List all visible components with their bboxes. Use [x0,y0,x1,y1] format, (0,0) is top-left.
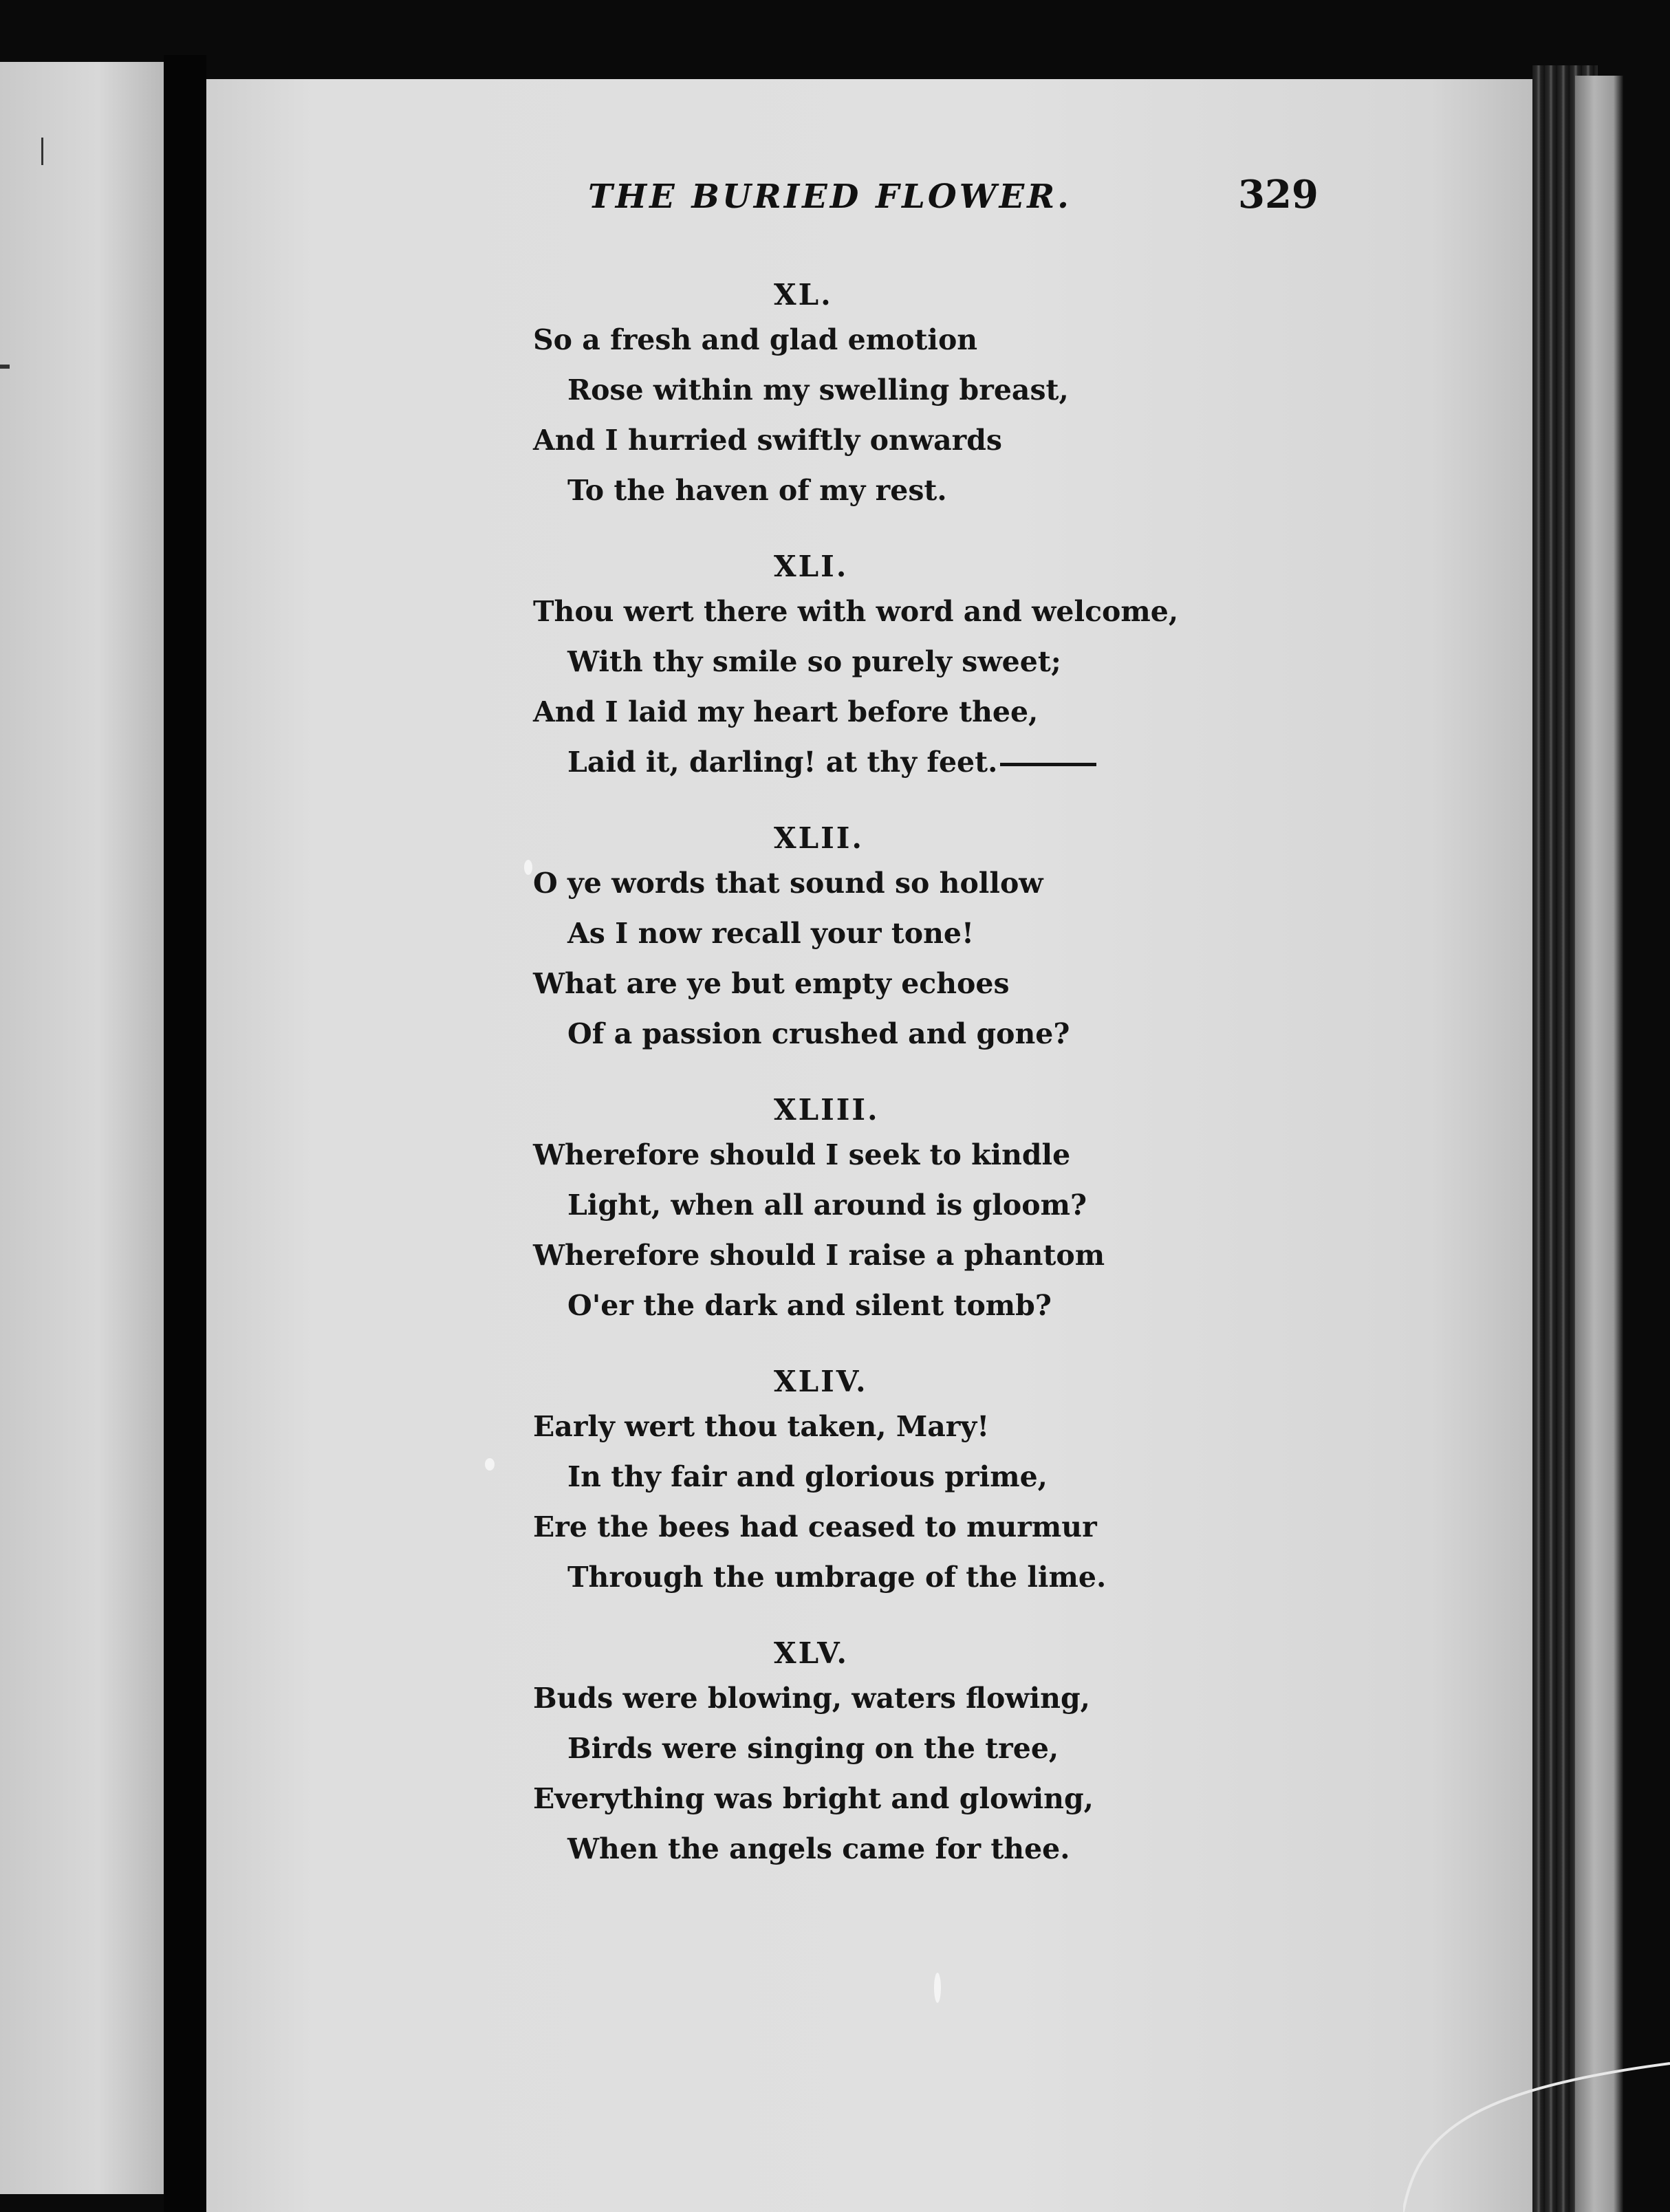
verse-line: And I hurried swiftly onwards [533,424,1003,457]
verse-line: O ye words that sound so hollow [533,867,1043,900]
verse-line: O'er the dark and silent tomb? [567,1289,1052,1322]
book-gutter [164,55,206,2212]
facing-page-edge [0,62,164,2194]
stanza-number: XLII. [774,821,865,855]
verse-line: Of a passion crushed and gone? [567,1017,1070,1050]
ink-mark [0,365,10,369]
stanza [533,818,1152,1059]
stanza-number: XLIV. [774,1365,868,1398]
stanza [533,1362,1152,1603]
stanza [533,547,1179,788]
verse-line: What are ye but empty echoes [533,967,1010,1000]
running-title: THE BURIED FLOWER. [588,177,1072,216]
ink-mark [41,138,43,165]
stanza-number: XLIII. [774,1093,880,1127]
verse-line: Thou wert there with word and welcome, [533,595,1179,628]
stanza [533,275,1152,516]
stanza-number: XLV. [774,1636,849,1670]
verse-line: Birds were singing on the tree, [567,1732,1059,1765]
verse-line-with-dash [533,737,1152,788]
stanza [533,1634,1152,1874]
verse-line: Through the umbrage of the lime. [567,1561,1107,1594]
verse-line: Light, when all around is gloom? [567,1189,1087,1222]
verse-line: Everything was bright and glowing, [533,1782,1094,1815]
page-stack-fore-edge [1575,76,1623,2212]
paper-speck [934,1973,941,2003]
verse-line: As I now recall your tone! [567,917,975,950]
verse-line: To the haven of my rest. [567,474,947,507]
paper-speck [524,860,532,875]
verse-line: Wherefore should I raise a phantom [533,1239,1105,1272]
verse-line: Rose within my swelling breast, [567,373,1069,406]
verse-line: Buds were blowing, waters flowing, [533,1682,1090,1715]
verse-line: When the angels came for thee. [567,1832,1070,1865]
verse-line: Ere the bees had ceased to murmur [533,1510,1097,1543]
stanza-number: XLI. [774,550,849,583]
stanza [533,1090,1152,1331]
verse-line: In thy fair and glorious prime, [567,1460,1048,1493]
verse-line-text: Laid it, darling! at thy feet. [567,746,998,779]
verse-line: Early wert thou taken, Mary! [533,1410,990,1443]
poem-body [533,275,1179,1874]
page-number: 329 [1238,172,1319,217]
verse-line: And I laid my heart before thee, [533,695,1039,728]
stanza-number: XL. [774,278,833,312]
paper-speck [485,1458,495,1471]
page-corner-curl [1403,2036,1670,2212]
verse-line: With thy smile so purely sweet; [567,645,1061,678]
em-dash-rule [1000,763,1096,766]
verse-line: Wherefore should I seek to kindle [533,1138,1071,1171]
verse-line: So a fresh and glad emotion [533,323,978,356]
